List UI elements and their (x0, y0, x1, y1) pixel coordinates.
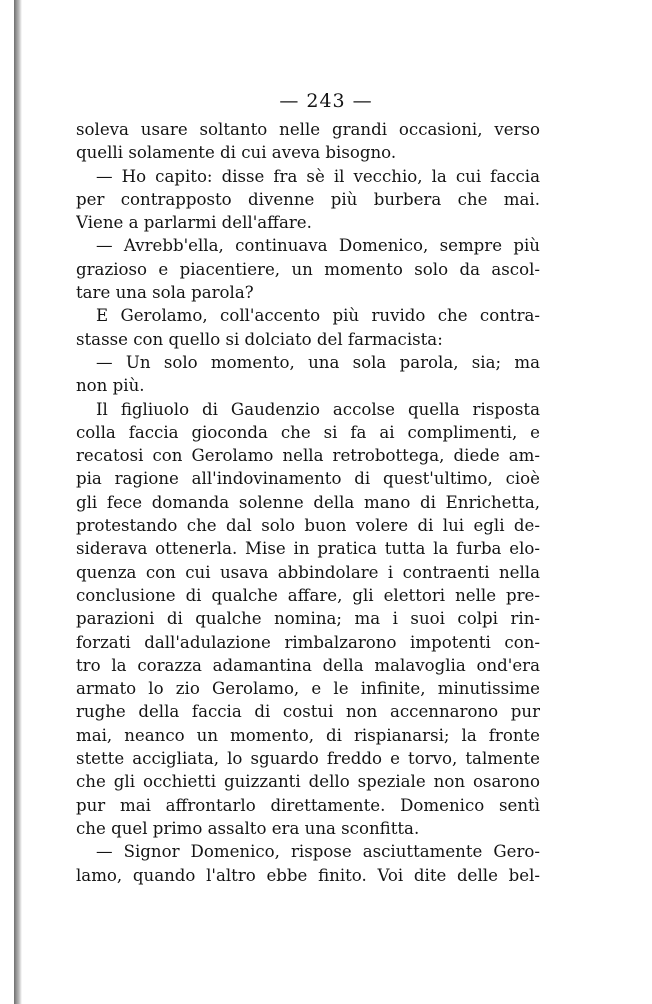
text-line: non più. (76, 376, 145, 396)
text-line: mai, neanco un momento, di rispianarsi; la fronte (76, 725, 540, 745)
text-line: protestando che dal solo buon volere di lui egli de- (76, 516, 540, 536)
text-line: parazioni di qualche nomina; ma i suoi colpi rin- (76, 609, 540, 629)
text-line: rughe della faccia di costui non accennarono pur (76, 702, 540, 722)
text-line: Il figliuolo di Gaudenzio accolse quella risposta (96, 399, 540, 419)
text-line: conclusione di qualche affare, gli elettori nelle pre- (76, 585, 540, 605)
text-line: recatosi con Gerolamo nella retrobottega, diede am- (76, 446, 540, 466)
text-line: tro la corazza adamantina della malavoglia ond'era (76, 655, 540, 675)
text-line: che quel primo assalto era una sconfitta. (76, 818, 420, 838)
text-line: Viene a parlarmi dell'affare. (76, 213, 312, 233)
text-line: gli fece domanda solenne della mano di Enrichetta, (76, 492, 540, 512)
text-line: lamo, quando l'altro ebbe finito. Voi dite delle bel- (76, 865, 540, 885)
text-line: stasse con quello si dolciato del farmacista: (76, 329, 443, 349)
text-line: — Signor Domenico, rispose asciuttamente Gero- (96, 842, 540, 862)
text-line: — Ho capito: disse fra sè il vecchio, la cui faccia (96, 166, 540, 186)
text-line: soleva usare soltanto nelle grandi occasioni, verso (76, 120, 540, 139)
text-line: forzati dall'adulazione rimbalzarono impotenti con- (76, 632, 540, 652)
text-line: grazioso e piacentiere, un momento solo da ascol- (76, 259, 540, 279)
text-line: tare una sola parola? (76, 283, 254, 303)
page-binding-edge (14, 0, 22, 1004)
text-line: armato lo zio Gerolamo, e le infinite, minutissime (76, 679, 540, 699)
text-line: pur mai affrontarlo direttamente. Domenico sentì (76, 795, 540, 815)
page-body-text (76, 118, 540, 887)
text-line: che gli occhietti guizzanti dello speziale non osarono (76, 772, 540, 792)
text-line: quelli solamente di cui aveva bisogno. (76, 143, 397, 163)
text-line: stette accigliata, lo sguardo freddo e torvo, talmente (76, 749, 540, 769)
page-number: — 243 — (279, 90, 373, 112)
text-line: quenza con cui usava abbindolare i contraenti nella (76, 562, 540, 582)
text-line: — Un solo momento, una sola parola, sia; ma (96, 352, 540, 372)
text-line: pia ragione all'indovinamento di quest'ultimo, cioè (76, 469, 540, 489)
text-line: siderava ottenerla. Mise in pratica tutta la furba elo- (76, 539, 540, 559)
text-line: — Avrebb'ella, continuava Domenico, sempre più (96, 236, 540, 256)
text-line: colla faccia gioconda che si fa ai complimenti, e (76, 422, 540, 442)
text-line: E Gerolamo, coll'accento più ruvido che contra- (96, 306, 540, 326)
text-line: per contrapposto divenne più burbera che mai. (76, 189, 540, 209)
